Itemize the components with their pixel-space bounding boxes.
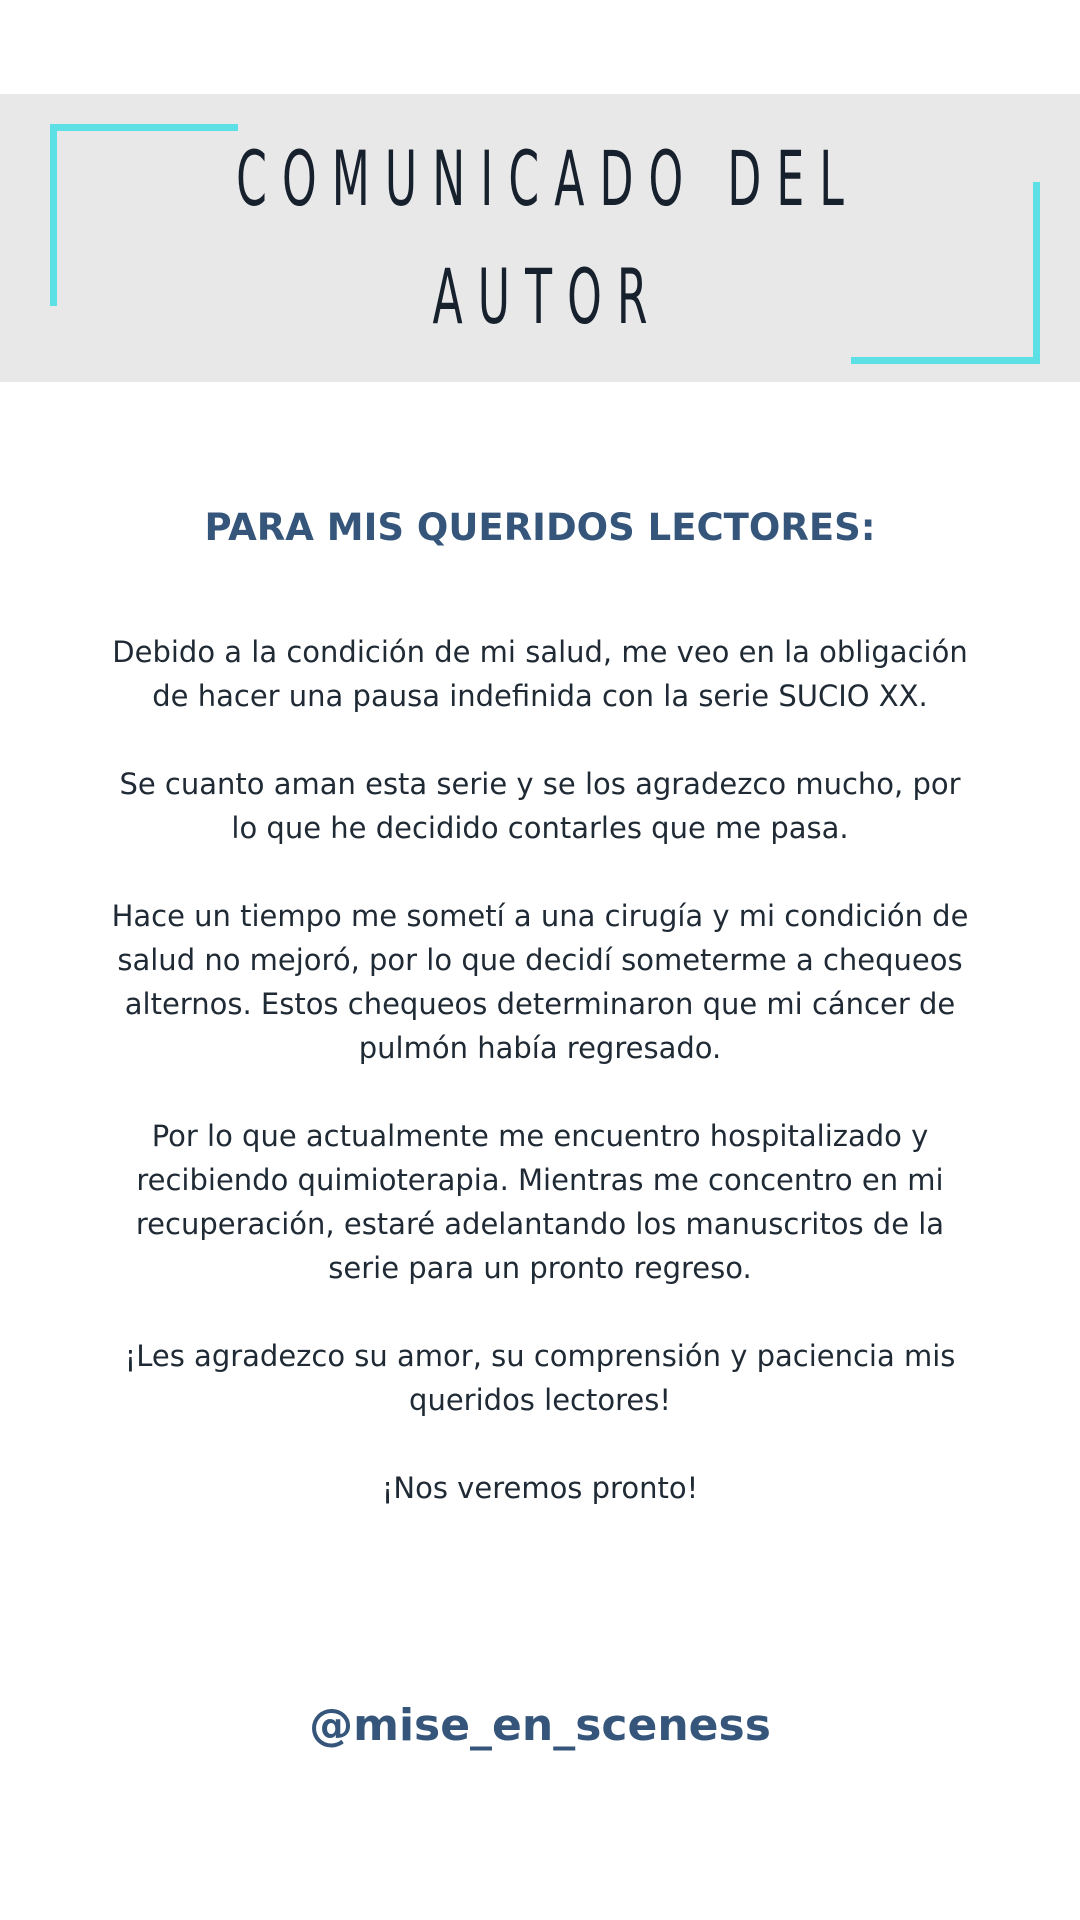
title-line-2: AUTOR (432, 252, 663, 341)
page-title (227, 94, 859, 382)
paragraph-2: Se cuanto aman esta serie y se los agradezco mucho, por lo que he decidido contarles que me pasa. (119, 767, 961, 845)
bottom-right-corner-frame (851, 182, 1040, 364)
author-handle: @mise_en_sceness (309, 1700, 771, 1751)
salutation-heading: PARA MIS QUERIDOS LECTORES: (204, 506, 876, 549)
title-line-1: COMUNICADO DEL (236, 134, 859, 223)
paragraph-5: ¡Les agradezco su amor, su comprensión y paciencia mis queridos lectores! (124, 1339, 956, 1417)
paragraph-3: Hace un tiempo me sometí a una cirugía y mi condición de salud no mejoró, por lo que decidí someterme a chequeos alternos. Estos chequeos determinaron que mi cáncer de pulmón había regresado. (111, 899, 969, 1065)
top-left-corner-frame (50, 124, 238, 306)
paragraph-1: Debido a la condición de mi salud, me veo en la obligación de hacer una pausa indefinida con la serie SUCIO XX. (112, 635, 968, 713)
paragraph-6: ¡Nos veremos pronto! (381, 1471, 699, 1505)
paragraph-4: Por lo que actualmente me encuentro hospitalizado y recibiendo quimioterapia. Mientras me concentro en mi recuperación, estaré adelantando los manuscritos de la serie para un pronto regreso. (135, 1119, 945, 1285)
letter-body (110, 630, 970, 1554)
